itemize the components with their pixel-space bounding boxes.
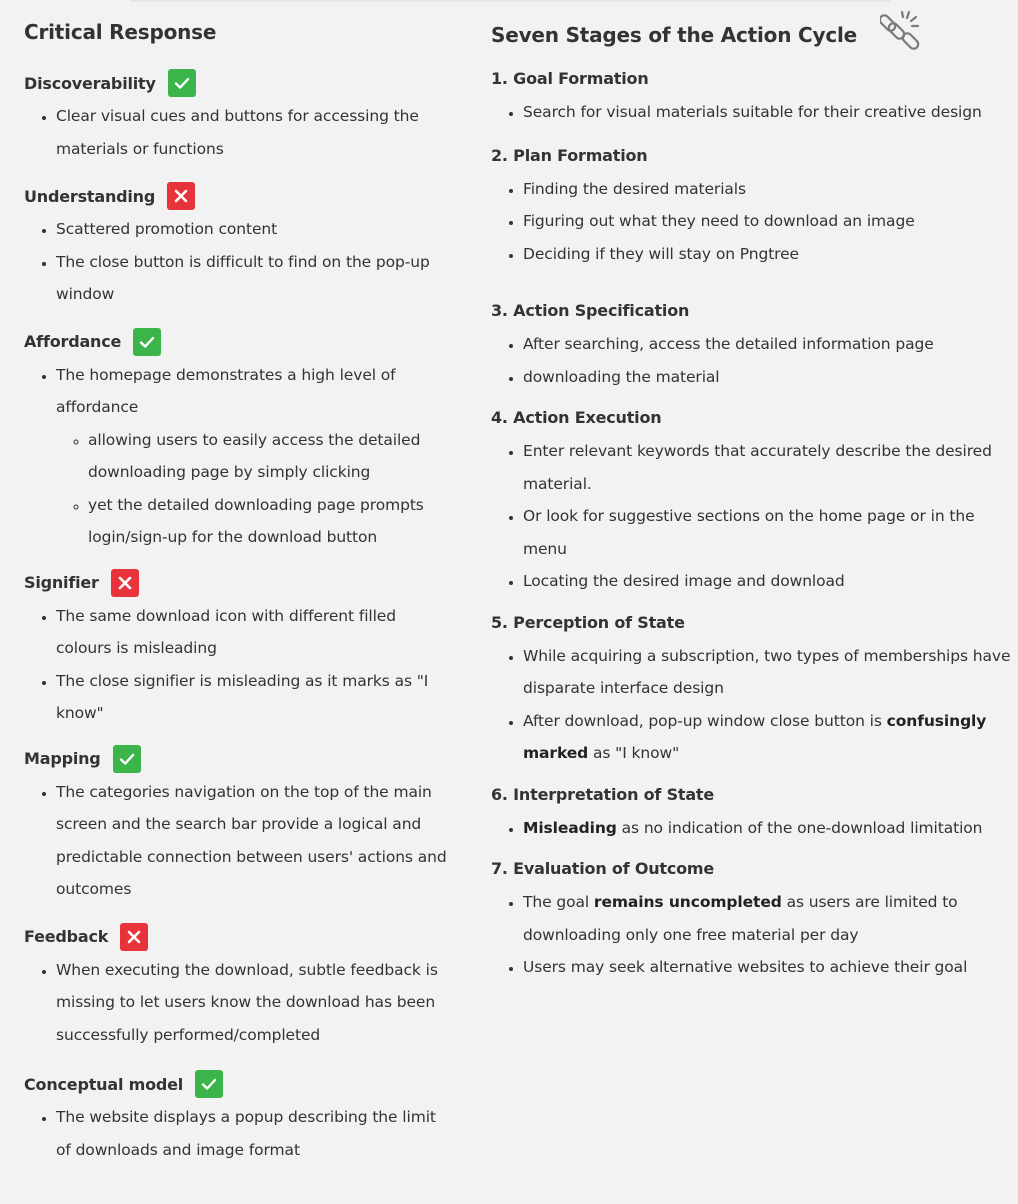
- sub-list-item: ◦ allowing users to easily access the detailed downloading page by simply clicking: [88, 424, 454, 489]
- emphasis-text: remains uncompleted: [593, 893, 782, 911]
- list-item: • Clear visual cues and buttons for accessing the materials or functions: [56, 100, 454, 165]
- text-run: The goal: [523, 893, 594, 911]
- stage-title: 5. Perception of State: [491, 612, 685, 632]
- stage-evaluation-of-outcome: [491, 854, 1011, 984]
- list-item: • The same download icon with different filled colours is misleading: [56, 600, 454, 665]
- text-run: After download, pop-up window close button is: [523, 711, 887, 730]
- stage-title: 7. Evaluation of Outcome: [491, 859, 715, 878]
- section-understanding: [24, 181, 454, 311]
- list-item: [523, 812, 1011, 845]
- section-title: Understanding: [24, 186, 156, 206]
- critical-response-column: [24, 16, 454, 1166]
- section-conceptual-model: [24, 1069, 454, 1166]
- section-title: Affordance: [24, 332, 122, 351]
- list-item: • The close button is difficult to find on the pop-up window: [56, 246, 454, 311]
- list-item: [523, 705, 1011, 770]
- stage-title: 6. Interpretation of State: [491, 784, 715, 804]
- text-run: as no indication of the one-download limitation: [616, 818, 983, 837]
- list-item: • The categories navigation on the top of the main screen and the search bar provide a logical and predictable connection between users' actions and outcomes: [56, 776, 454, 906]
- emphasis-text: confusingly marked: [523, 711, 987, 762]
- section-title: Feedback: [24, 927, 109, 946]
- section-affordance: [24, 327, 454, 554]
- list-item: • The close signifier is misleading as it marks as "I know": [56, 665, 454, 730]
- stage-interpretation-of-state: [491, 780, 1011, 845]
- top-divider: [130, 0, 890, 2]
- section-mapping: [24, 744, 454, 906]
- check-icon: [195, 1070, 223, 1098]
- list-item: • When executing the download, subtle feedback is missing to let users know the download has been successfully performed/completed: [56, 954, 454, 1052]
- cross-icon: [167, 182, 195, 210]
- action-cycle-column: [491, 16, 1011, 984]
- sub-list-item: ◦ yet the detailed downloading page prompts login/sign-up for the download button: [88, 489, 454, 554]
- text-run: as "I know": [588, 744, 680, 762]
- list-item: • Enter relevant keywords that accurately describe the desired material.: [523, 435, 1011, 500]
- action-cycle-title: Seven Stages of the Action Cycle: [491, 23, 857, 47]
- stage-action-execution: [491, 403, 1011, 598]
- list-item-text: The homepage demonstrates a high level of affordance: [56, 365, 396, 416]
- list-item: [56, 359, 454, 554]
- critical-response-title: Critical Response: [24, 20, 217, 44]
- stage-plan-formation: [491, 141, 1011, 271]
- section-title: Discoverability: [24, 73, 156, 93]
- list-item: • While acquiring a subscription, two types of memberships have disparate interface design: [523, 640, 1011, 705]
- section-feedback: [24, 922, 454, 1052]
- list-item: • The website displays a popup describing the limit of downloads and image format: [56, 1101, 454, 1166]
- stage-title: 3. Action Specification: [491, 301, 690, 320]
- section-title: Conceptual model: [24, 1074, 184, 1094]
- list-item: • Search for visual materials suitable for their creative design: [523, 96, 1011, 129]
- emphasis-text: Misleading: [523, 818, 617, 837]
- check-icon: [168, 69, 196, 97]
- list-item: [523, 886, 1011, 951]
- text-run: as users are limited to downloading only one free material per day: [523, 893, 958, 944]
- list-item: • Or look for suggestive sections on the home page or in the menu: [523, 500, 1011, 565]
- section-signifier: [24, 568, 454, 730]
- stage-title: 2. Plan Formation: [491, 145, 648, 165]
- list-item: • Figuring out what they need to download an image: [523, 205, 1011, 238]
- list-item: • Finding the desired materials: [523, 173, 1011, 206]
- section-title: Mapping: [24, 749, 101, 768]
- section-title: Signifier: [24, 573, 99, 592]
- stage-title: 4. Action Execution: [491, 408, 662, 427]
- cross-icon: [111, 569, 139, 597]
- chain-link-icon: [880, 8, 926, 54]
- stage-perception-of-state: [491, 608, 1011, 770]
- stage-action-specification: [491, 296, 1011, 393]
- list-item: • After searching, access the detailed information page: [523, 328, 1011, 361]
- stage-title: 1. Goal Formation: [491, 69, 649, 88]
- list-item: • Locating the desired image and download: [523, 565, 1011, 598]
- list-item: • Users may seek alternative websites to achieve their goal: [523, 951, 1011, 984]
- stage-goal-formation: [491, 64, 1011, 129]
- list-item: • Scattered promotion content: [56, 213, 454, 246]
- list-item: • downloading the material: [523, 361, 1011, 394]
- check-icon: [133, 328, 161, 356]
- list-item: • Deciding if they will stay on Pngtree: [523, 238, 1011, 271]
- check-icon: [113, 745, 141, 773]
- cross-icon: [120, 923, 148, 951]
- section-discoverability: [24, 68, 454, 165]
